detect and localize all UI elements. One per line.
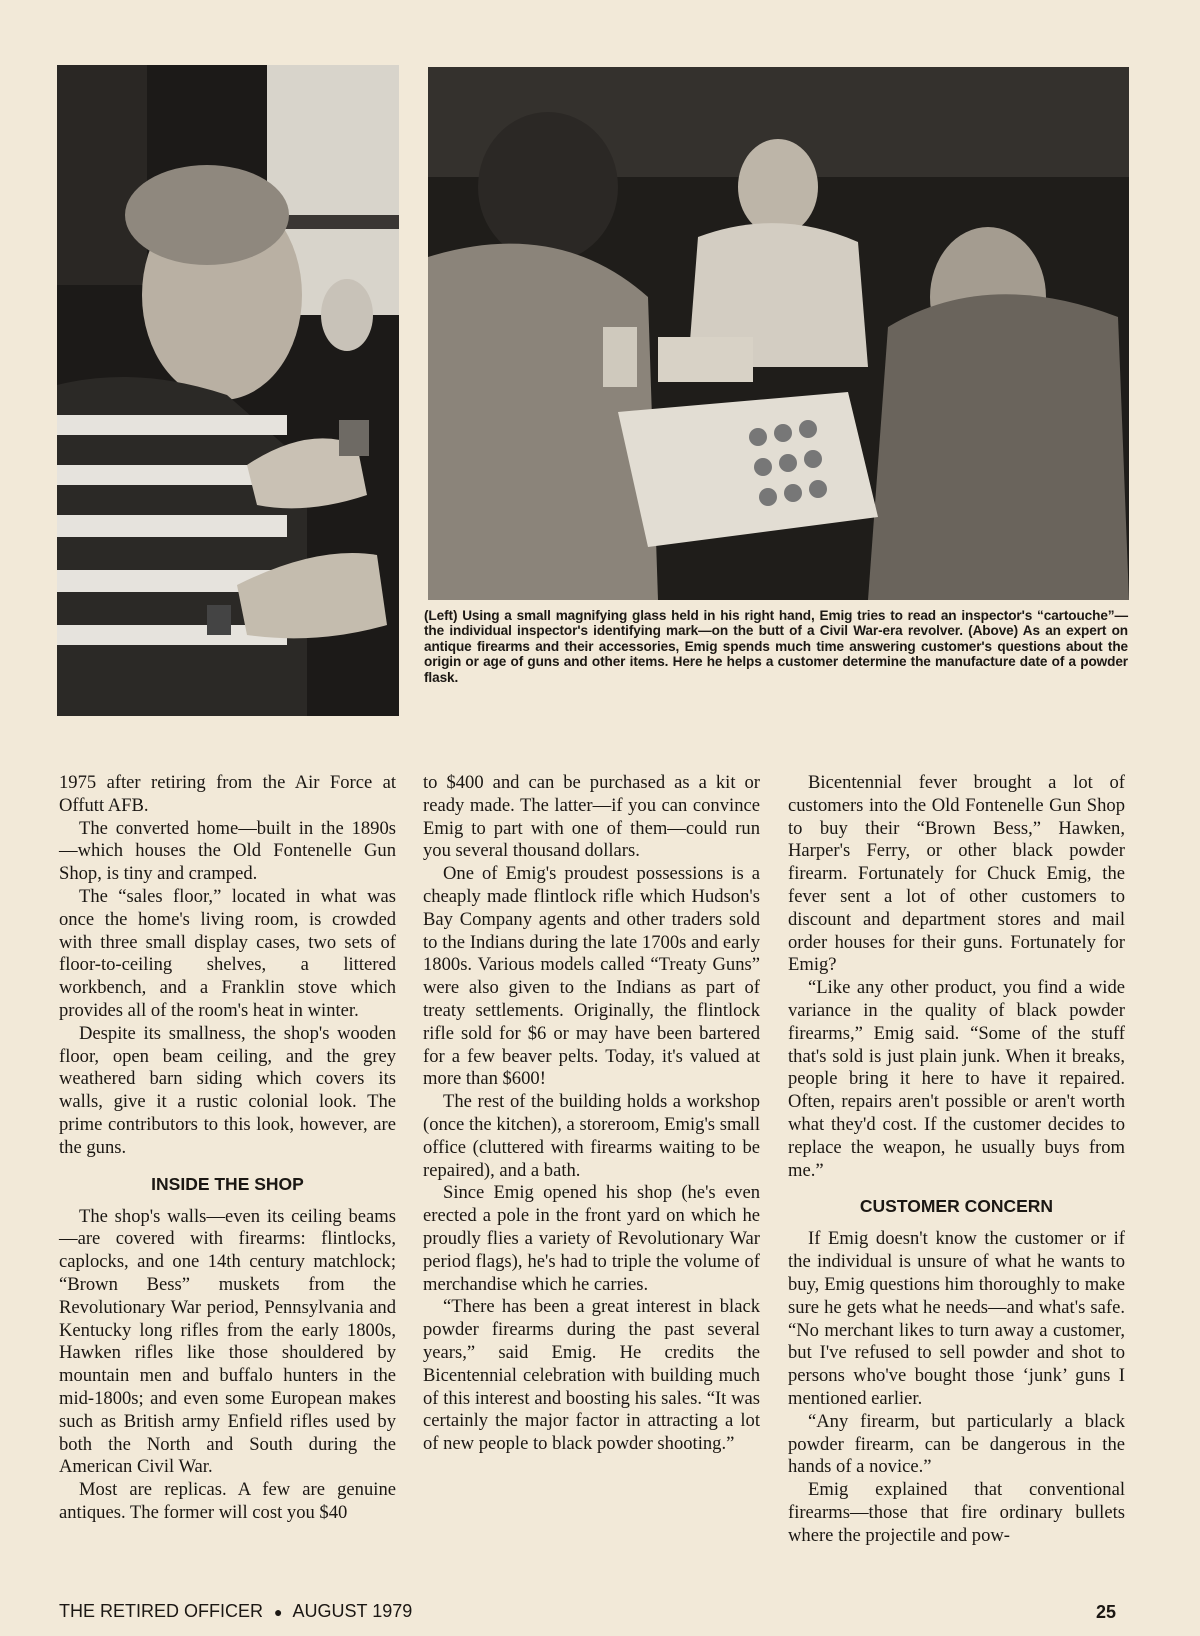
- paragraph: The converted home—built in the 1890s—which houses the Old Fontenelle Gun Shop, is tiny and cramped.: [59, 817, 396, 885]
- paragraph: One of Emig's proudest possessions is a cheaply made flintlock rifle which Hudson's Bay Company agents and other traders sold to the Indians during the late 1700s and early 1800s. Various models called “Treaty Guns” were also given to the Indians as part of treaty settlements. Originally, the flintlock rifle sold for $6 or may have been bartered for a few beaver pelts. Today, it's valued at more than $600!: [423, 863, 760, 1090]
- section-heading-customer-concern: CUSTOMER CONCERN: [859, 1196, 1054, 1217]
- photo-right-image: [428, 67, 1129, 600]
- paragraph: Most are replicas. A few are genuine antiques. The former will cost you $40: [59, 1479, 396, 1523]
- publication-name: THE RETIRED OFFICER: [59, 1601, 264, 1621]
- paragraph: “Like any other product, you find a wide variance in the quality of black powder firearms,” Emig said. “Some of the stuff that's sold is just plain junk. When it breaks, people bring it here to have it repaired. Often, repairs aren't possible or aren't worth what they'd cost. If the customer decides to replace the weapon, he usually buys from me.”: [788, 977, 1125, 1181]
- paragraph: Since Emig opened his shop (he's even erected a pole in the front yard on which he proudly flies a variety of Revolutionary War period flags), he's had to triple the volume of merchandise which he carries.: [423, 1182, 760, 1295]
- paragraph: If Emig doesn't know the customer or if the individual is unsure of what he wants to buy, Emig questions him thoroughly to make sure he gets what he needs—and what's safe. “No merchant likes to turn away a customer, but I've refused to sell powder and shot to persons who've bought those ‘junk’ guns I mentioned earlier.: [788, 1228, 1125, 1409]
- issue-date: AUGUST 1979: [292, 1601, 413, 1621]
- paragraph: The “sales floor,” located in what was once the home's living room, is crowded with three small display cases, two sets of floor-to-ceiling shelves, a littered workbench, and a Franklin stove which provides all of the room's heat in winter.: [59, 885, 396, 1021]
- bullet-separator: ●: [274, 1604, 283, 1620]
- paragraph: “Any firearm, but particularly a black powder firearm, can be dangerous in the hands of a novice.”: [788, 1410, 1125, 1478]
- paragraph: “There has been a great interest in black powder firearms during the past several years,” said Emig. He credits the Bicentennial celebration with building much of this interest and boosting his sales. “It was certainly the major factor in attracting a lot of new people to black powder shooting.”: [423, 1296, 760, 1455]
- paragraph: 1975 after retiring from the Air Force at Offutt AFB.: [59, 772, 396, 816]
- paragraph: Emig explained that conventional firearms—those that fire ordinary bullets where the projectile and pow-: [788, 1479, 1125, 1546]
- paragraph: Bicentennial fever brought a lot of customers into the Old Fontenelle Gun Shop to buy their “Brown Bess,” Hawken, Harper's Ferry, or other black powder firearm. Fortunately for Chuck Emig, the fever sent a lot of other customers to discount and department stores and mail order houses for their guns. Fortunately for Emig?: [788, 772, 1125, 976]
- photo-left-man-with-magnifier: [57, 65, 399, 716]
- article-column-3: [788, 772, 1125, 1548]
- paragraph: to $400 and can be purchased as a kit or ready made. The latter—if you can convince Emig to part with one of them—could run you several thousand dollars.: [423, 772, 760, 862]
- paragraph: Despite its smallness, the shop's wooden floor, open beam ceiling, and the grey weathered barn siding which covers its walls, give it a rustic colonial look. The prime contributors to this look, however, are the guns.: [59, 1022, 396, 1158]
- article-column-1: [59, 772, 396, 1525]
- page-number: 25: [1096, 1602, 1117, 1622]
- photo-right-shop-counter: [428, 67, 1129, 600]
- photo-left-image: [57, 65, 399, 716]
- footer-publication-line: [59, 1601, 412, 1622]
- article-column-2: [423, 772, 760, 1456]
- paragraph: The shop's walls—even its ceiling beams—are covered with firearms: flintlocks, caplocks, and one 14th century matchlock; “Brown Bess” muskets from the Revolutionary War period, Pennsylvania and Kentucky long rifles from the early 1800s, Hawken rifles like those shouldered by mountain men and buffalo hunters in the mid-1800s; and even some European makes such as British army Enfield rifles used by both the North and South during the American Civil War.: [59, 1205, 396, 1478]
- section-heading-inside-the-shop: INSIDE THE SHOP: [151, 1173, 304, 1194]
- photo-caption: (Left) Using a small magnifying glass held in his right hand, Emig tries to read an inspector's “cartouche”—the individual inspector's identifying mark—on the butt of a Civil War-era revolver. (Above) As an expert on antique firearms and their accessories, Emig spends much time answering customer's questions about the origin or age of guns and other items. Here he helps a customer determine the manufacture date of a powder flask.: [424, 608, 1128, 685]
- paragraph: The rest of the building holds a workshop (once the kitchen), a storeroom, Emig's small office (cluttered with firearms waiting to be repaired), and a bath.: [423, 1091, 760, 1181]
